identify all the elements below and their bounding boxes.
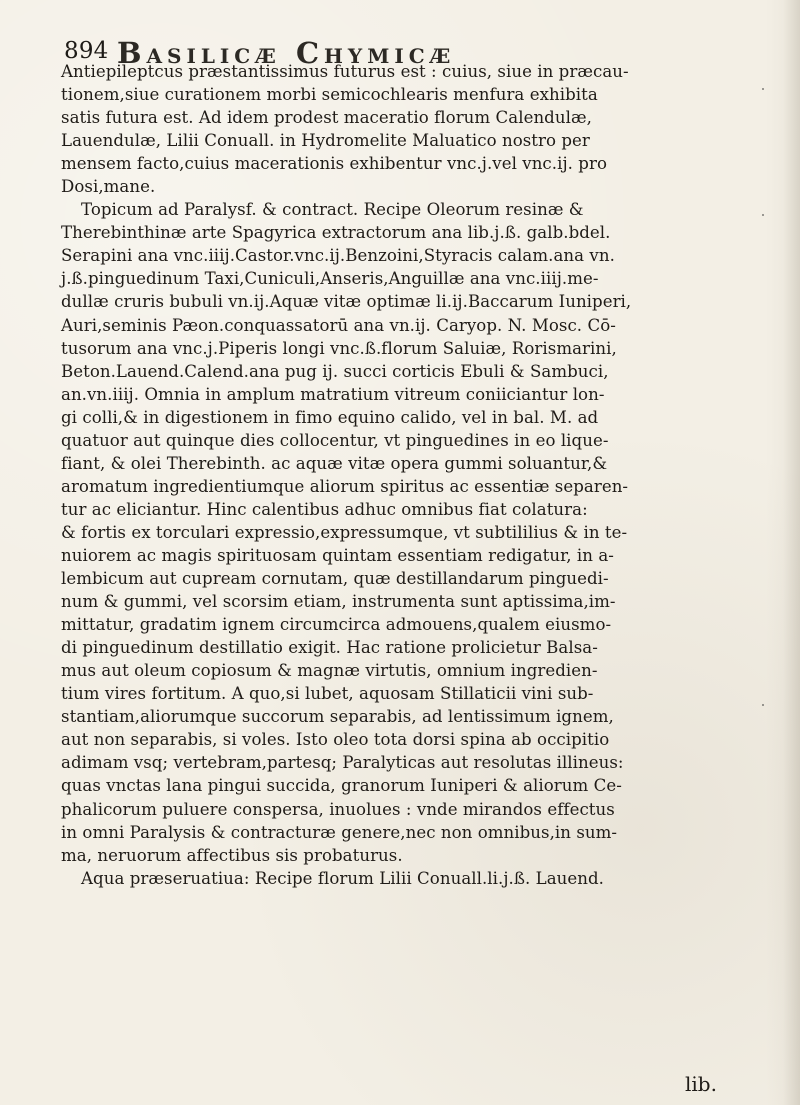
text-line: aromatum ingredientiumque aliorum spiritus ac essentiæ separen-: [61, 476, 629, 496]
text-line: tusorum ana vnc.j.Piperis longi vnc.ß.florum Saluiæ, Rorismarini,: [61, 338, 617, 358]
ink-speck: [762, 88, 764, 90]
ink-speck: [762, 704, 764, 706]
text-line: tur ac eliciantur. Hinc calentibus adhuc omnibus fiat colatura:: [61, 499, 588, 519]
text-line: num & gummi, vel scorsim etiam, instrumenta sunt aptissima,im-: [61, 592, 616, 612]
text-line: Lauendulæ, Lilii Conuall. in Hydromelite Maluatico nostro per: [61, 131, 590, 151]
text-line: mus aut oleum copiosum & magnæ virtutis, omnium ingredien-: [61, 661, 598, 681]
text-line: Beton.Lauend.Calend.ana pug ij. succi corticis Ebuli & Sambuci,: [61, 361, 609, 381]
main-text: [61, 60, 773, 890]
text-line: mittatur, gradatim ignem circumcirca admouens,qualem eiusmo-: [61, 615, 612, 635]
text-line: tium vires fortitum. A quo,si lubet, aquosam Stillaticii vini sub-: [61, 684, 594, 704]
text-line: fiant, & olei Therebinth. ac aquæ vitæ opera gummi soluantur,&: [61, 453, 608, 473]
text-line: j.ß.pinguedinum Taxi,Cuniculi,Anseris,Anguillæ ana vnc.iiij.me-: [61, 269, 599, 289]
text-line: Antiepileptcus præstantissimus futurus est : cuius, siue in præcau-: [61, 62, 629, 81]
text-line: an.vn.iiij. Omnia in amplum matratium vitreum coniiciantur lon-: [61, 384, 605, 404]
text-line: ma, neruorum affectibus sis probaturus.: [61, 845, 403, 865]
text-line: mensem facto,cuius macerationis exhibentur vnc.j.vel vnc.ij. pro: [61, 154, 607, 174]
running-title: Basilicæ Chymicæ: [117, 36, 456, 70]
text-line: satis futura est. Ad idem prodest maceratio florum Calendulæ,: [61, 108, 592, 128]
text-line: di pinguedinum destillatio exigit. Hac ratione prolicietur Balsa-: [61, 638, 598, 658]
ink-speck: [762, 214, 764, 216]
text-line: dullæ cruris bubuli vn.ij.Aquæ vitæ optimæ li.ij.Baccarum Iuniperi,: [61, 292, 632, 312]
text-line: tionem,siue curationem morbi semicochlearis menfura exhibita: [61, 85, 598, 105]
text-line: Dosi,mane.: [61, 177, 156, 197]
text-line: adimam vsq; vertebram,partesq; Paralyticas aut resolutas illineus:: [61, 753, 624, 773]
text-line: & fortis ex torculari expressio,expressumque, vt subtililius & in te-: [61, 522, 628, 542]
paragraph-start-line: Aqua præseruatiua: Recipe florum Lilii Conuall.li.j.ß. Lauend.: [81, 868, 604, 888]
text-line: nuiorem ac magis spirituosam quintam essentiam redigatur, in a-: [61, 545, 614, 565]
page-number: 894: [64, 38, 109, 64]
text-line: in omni Paralysis & contracturæ genere,nec non omnibus,in sum-: [61, 822, 618, 842]
paragraph-start-line: Topicum ad Paralysf. & contract. Recipe Oleorum resinæ &: [81, 200, 584, 220]
text-line: Serapini ana vnc.iiij.Castor.vnc.ij.Benzoini,Styracis calam.ana vn.: [61, 246, 615, 266]
text-line: Auri,seminis Pæon.conquassatorū ana vn.ij. Caryop. N. Mosc. Cō-: [61, 315, 616, 335]
text-line: quatuor aut quinque dies collocentur, vt pinguedines in eo lique-: [61, 430, 609, 450]
text-line: stantiam,aliorumque succorum separabis, ad lentissimum ignem,: [61, 707, 614, 727]
text-line: lembicum aut cupream cornutam, quæ destillandarum pinguedi-: [61, 569, 609, 589]
text-line: phalicorum puluere conspersa, inuolues : vnde mirandos effectus: [61, 799, 615, 819]
text-line: quas vnctas lana pingui succida, granorum Iuniperi & aliorum Ce-: [61, 776, 622, 796]
text-line: aut non separabis, si voles. Isto oleo tota dorsi spina ab occipitio: [61, 730, 610, 750]
catchword: lib.: [685, 1072, 717, 1096]
text-line: Therebinthinæ arte Spagyrica extractorum ana lib.j.ß. galb.bdel.: [61, 223, 611, 243]
text-line: gi colli,& in digestionem in fimo equino calido, vel in bal. M. ad: [61, 407, 599, 427]
